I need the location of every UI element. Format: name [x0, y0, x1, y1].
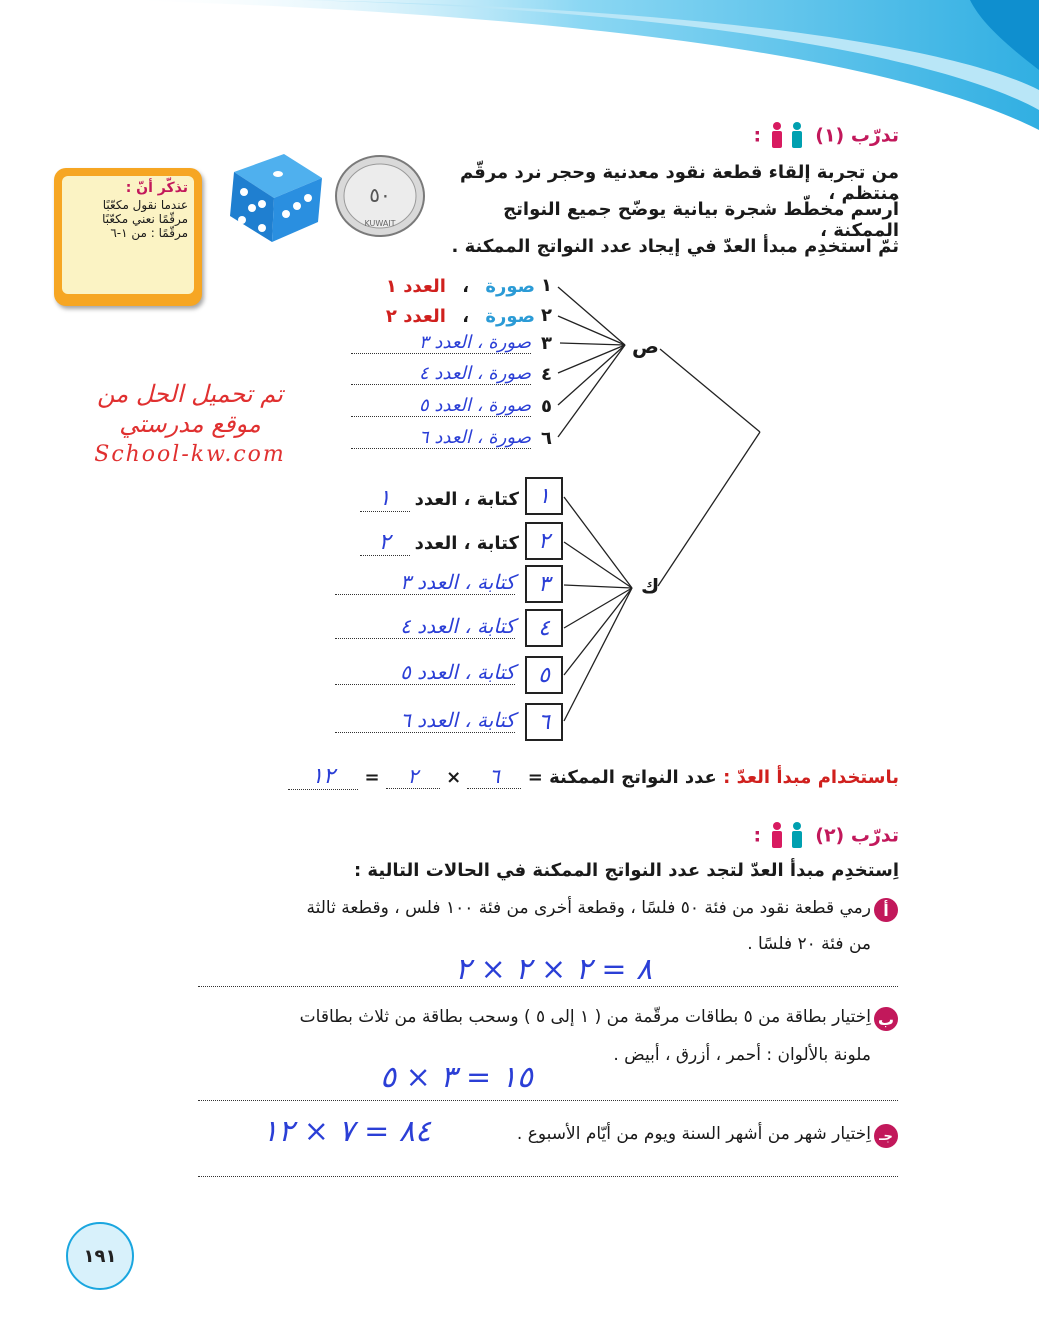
heads-number-6: ٦ — [541, 428, 552, 449]
part-b-badge: ب — [874, 1007, 898, 1031]
tails-box-6: ٦ — [525, 703, 563, 741]
tails-box-4: ٤ — [525, 609, 563, 647]
tails-outcome-2-label: كتابة ، العدد — [414, 533, 519, 554]
counting-principle-result: ١٢ — [288, 764, 358, 790]
part-c-line1: اِختيار شهر من أشهر السنة ويوم من أيّام الأسبوع . — [516, 1124, 871, 1144]
heads-number-4: ٤ — [541, 364, 552, 385]
watermark-line1: تم تحميل الحل من — [97, 380, 283, 408]
tails-box-3: ٣ — [525, 565, 563, 603]
remember-line2: مرقّمًا نعني مكعّبًا — [102, 212, 188, 226]
part-a-line2: من فئة ٢٠ فلسًا . — [747, 934, 871, 954]
tails-outcome-2 — [349, 530, 519, 556]
heads-number-5: ٥ — [541, 396, 552, 417]
counting-principle-text: عدد النواتج الممكنة = — [527, 767, 717, 788]
exercise1-line1: من تجربة إلقاء قطعة نقود معدنية وحجر نرد مرقّم منتظم ، — [459, 162, 899, 204]
exercise1-line2: اُرسم مخطّط شجرة بيانية يوضّح جميع النواتج الممكنة ، — [503, 199, 899, 241]
heads-outcome-3: صورة ، العدد ٣ — [351, 332, 531, 354]
tails-outcome-3: كتابة ، العدد ٣ — [335, 570, 515, 595]
part-c-answer: ٨٤ = ٧ × ١٢ — [262, 1114, 432, 1149]
part-a-answer: ٨ = ٢ × ٢ × ٢ — [455, 952, 653, 987]
tails-outcome-2-answer: ٢ — [360, 530, 410, 556]
tails-outcome-1-label: كتابة ، العدد — [414, 489, 519, 510]
part-b-line1: اِختيار بطاقة من ٥ بطاقات مرقّمة من ( ١ إلى ٥ ) وسحب بطاقة من ثلاث بطاقات — [299, 1007, 871, 1027]
heads-outcome-2: صورة ، العدد ٢ — [385, 306, 535, 327]
heads-outcome-2-face: صورة — [485, 306, 535, 327]
watermark-line3: School-kw.com — [94, 442, 286, 467]
part-b-answer: ١٥ = ٣ × ٥ — [380, 1060, 533, 1095]
tails-outcome-6: كتابة ، العدد ٦ — [335, 708, 515, 733]
tree-root-heads: ص — [632, 334, 659, 358]
exercise1-title: تدرّب (١) — [815, 124, 899, 147]
heads-outcome-5: صورة ، العدد ٥ — [351, 395, 531, 417]
exercise2-heading: تدرّب (٢) : — [599, 822, 899, 852]
svg-text:KUWAIT: KUWAIT — [364, 219, 396, 228]
part-c-badge: جـ — [874, 1124, 898, 1148]
heads-outcome-2-num: العدد ٢ — [385, 306, 446, 327]
part-c-answer-line — [198, 1176, 898, 1177]
heads-number-3: ٣ — [541, 333, 552, 354]
counting-principle-b: ٢ — [386, 764, 440, 789]
watermark-line2: موقع مدرستي — [119, 410, 261, 438]
svg-text:٥٠: ٥٠ — [369, 183, 391, 207]
remember-title: تذكّر أنّ : — [125, 180, 188, 196]
exercise1-heading: تدرّب (١) : — [599, 122, 899, 152]
page-number-badge — [66, 1222, 134, 1290]
heads-outcome-1-num: العدد ١ — [385, 276, 446, 297]
remember-line3: مرقّمًا : من ١-٦ — [110, 226, 188, 240]
part-b-line2: ملونة بالألوان : أحمر ، أزرق ، أبيض . — [613, 1045, 871, 1065]
part-a-answer-line — [198, 986, 898, 987]
tails-box-5: ٥ — [525, 656, 563, 694]
tails-outcome-5: كتابة ، العدد ٥ — [335, 660, 515, 685]
exercise2-intro: اِستخدِم مبدأ العدّ لتجد عدد النواتج الممكنة في الحالات التالية : — [353, 860, 899, 881]
tails-outcome-4: كتابة ، العدد ٤ — [335, 614, 515, 639]
exercise2-title: تدرّب (٢) — [815, 824, 899, 847]
tails-outcome-1 — [349, 486, 519, 512]
counting-principle-a: ٦ — [467, 764, 521, 789]
heads-outcome-4: صورة ، العدد ٤ — [351, 363, 531, 385]
heads-outcome-6: صورة ، العدد ٦ — [351, 427, 531, 449]
tails-box-2: ٢ — [525, 522, 563, 560]
counting-principle-label: باستخدام مبدأ العدّ — [736, 767, 899, 788]
part-b-answer-line — [198, 1100, 898, 1101]
part-a-badge: أ — [874, 898, 898, 922]
page-number: ١٩١ — [83, 1245, 117, 1267]
heads-number-1: ١ — [541, 275, 552, 296]
part-a-line1: رمي قطعة نقود من فئة ٥٠ فلسًا ، وقطعة أخرى من فئة ١٠٠ فلس ، وقطعة ثالثة — [306, 898, 871, 918]
tails-outcome-1-answer: ١ — [360, 486, 410, 512]
exercise1-line3: ثمّ استخدِم مبدأ العدّ في إيجاد عدد النواتج الممكنة . — [451, 236, 899, 257]
heads-outcome-1-face: صورة — [485, 276, 535, 297]
heads-outcome-1: صورة ، العدد ١ — [385, 276, 535, 297]
counting-principle: باستخدام مبدأ العدّ : عدد النواتج الممكنة = ٦ × ٢ = ١٢ — [329, 764, 899, 790]
tree-root-tails: ك — [641, 574, 660, 598]
remember-line1: عندما نقول مكعّبًا — [102, 198, 188, 212]
tails-box-1: ١ — [525, 477, 563, 515]
heads-number-2: ٢ — [541, 305, 552, 326]
pair-work-icon — [766, 822, 810, 852]
